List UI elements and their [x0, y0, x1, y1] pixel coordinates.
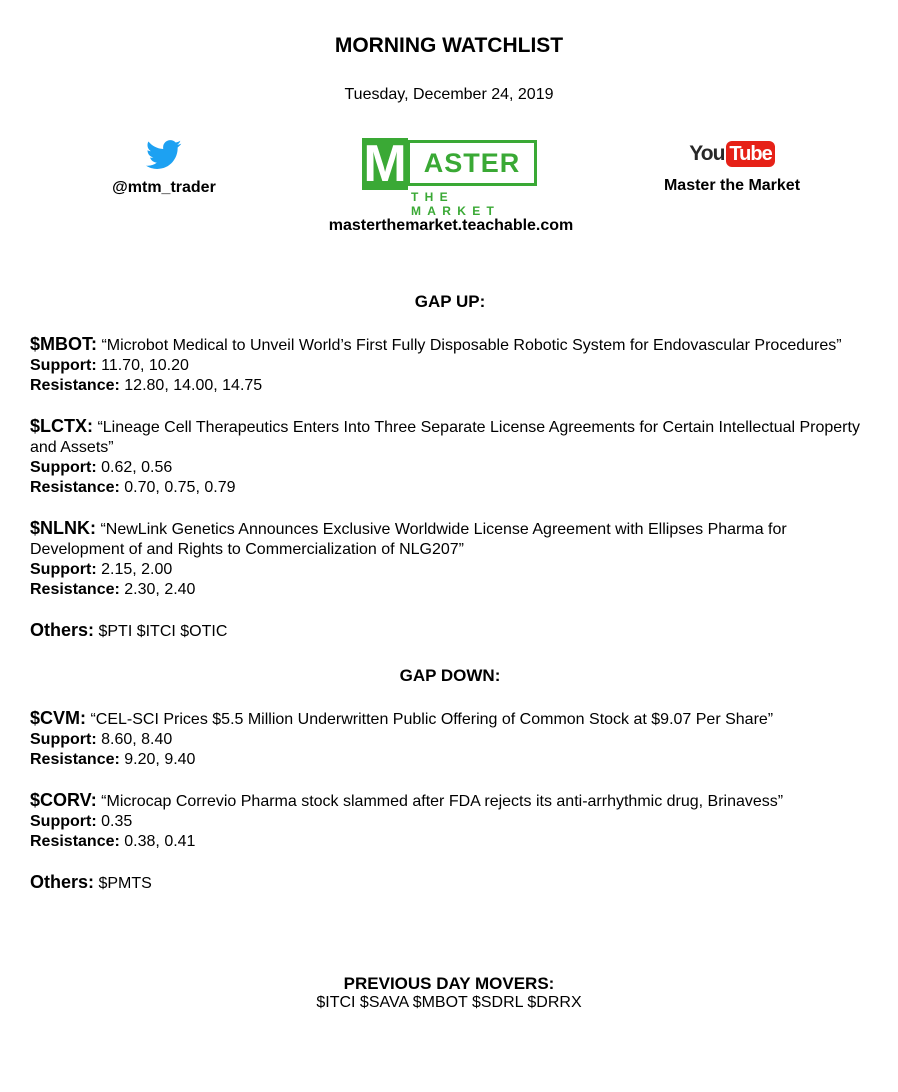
resistance-levels: 2.30, 2.40 — [124, 581, 196, 598]
ticker-symbol: $CORV: — [30, 790, 97, 810]
support-label: Support: — [30, 459, 97, 476]
support-levels: 2.15, 2.00 — [101, 561, 173, 578]
others-tickers: $PTI $ITCI $OTIC — [98, 623, 228, 640]
twitter-block — [84, 140, 244, 197]
others-label: Others: — [30, 620, 95, 640]
support-label: Support: — [30, 731, 97, 748]
news-headline: “CEL-SCI Prices $5.5 Million Underwritten Public Offering of Common Stock at $9.07 Per Share” — [90, 711, 774, 728]
logo-subtitle: THE MARKET — [411, 190, 501, 218]
resistance-label: Resistance: — [30, 377, 120, 394]
support-levels: 0.35 — [101, 813, 133, 830]
resistance-label: Resistance: — [30, 479, 120, 496]
gap-down-entry-corv — [30, 790, 870, 852]
support-levels: 11.70, 10.20 — [101, 357, 189, 374]
logo-main-text: ASTER — [407, 140, 537, 186]
support-label: Support: — [30, 357, 97, 374]
resistance-label: Resistance: — [30, 751, 120, 768]
gap-down-others — [30, 872, 870, 894]
watchlist-date: Tuesday, December 24, 2019 — [344, 86, 554, 103]
news-headline: “Microbot Medical to Unveil World’s First Fully Disposable Robotic System for Endovascular Procedures” — [101, 337, 842, 354]
support-label: Support: — [30, 813, 97, 830]
support-levels: 0.62, 0.56 — [101, 459, 173, 476]
gap-up-others — [30, 620, 870, 642]
youtube-channel-name: Master the Market — [663, 177, 801, 194]
page-title: MORNING WATCHLIST — [334, 34, 564, 57]
ticker-symbol: $NLNK: — [30, 518, 96, 538]
gap-up-heading: GAP UP: — [414, 292, 486, 311]
website-url: masterthemarket.teachable.com — [328, 217, 574, 234]
support-label: Support: — [30, 561, 97, 578]
gap-up-entry-lctx — [30, 416, 870, 498]
gap-down-heading: GAP DOWN: — [399, 666, 501, 685]
resistance-levels: 0.70, 0.75, 0.79 — [124, 479, 236, 496]
support-levels: 8.60, 8.40 — [101, 731, 173, 748]
previous-day-movers-heading: PREVIOUS DAY MOVERS: — [343, 974, 555, 993]
twitter-bird-icon — [146, 140, 182, 170]
resistance-levels: 9.20, 9.40 — [124, 751, 196, 768]
gap-up-entry-nlnk — [30, 518, 870, 600]
watchlist-content — [30, 292, 870, 918]
resistance-levels: 0.38, 0.41 — [124, 833, 196, 850]
youtube-logo-icon — [689, 140, 774, 168]
ticker-symbol: $MBOT: — [30, 334, 97, 354]
news-headline: “Microcap Correvio Pharma stock slammed after FDA rejects its anti-arrhythmic drug, Brinavess” — [101, 793, 784, 810]
youtube-block — [640, 140, 824, 195]
resistance-label: Resistance: — [30, 581, 120, 598]
master-the-market-logo — [361, 135, 541, 218]
ticker-symbol: $LCTX: — [30, 416, 93, 436]
resistance-label: Resistance: — [30, 833, 120, 850]
others-tickers: $PMTS — [98, 875, 152, 892]
youtube-you-text: You — [689, 142, 725, 165]
news-headline: “NewLink Genetics Announces Exclusive Worldwide License Agreement with Ellipses Pharma for Development of and Rights to Commercialization of NLG207” — [30, 521, 787, 558]
youtube-tube-text: Tube — [726, 141, 774, 167]
logo-letter: M — [363, 135, 407, 193]
resistance-levels: 12.80, 14.00, 14.75 — [124, 377, 263, 394]
ticker-symbol: $CVM: — [30, 708, 87, 728]
gap-down-entry-cvm — [30, 708, 870, 770]
gap-up-entry-mbot — [30, 334, 870, 396]
others-label: Others: — [30, 872, 95, 892]
master-the-market-logo-block — [318, 135, 584, 235]
previous-day-movers-list: $ITCI $SAVA $MBOT $SDRL $DRRX — [316, 994, 582, 1011]
news-headline: “Lineage Cell Therapeutics Enters Into Three Separate License Agreements for Certain Intellectual Property and Assets” — [30, 419, 860, 456]
twitter-handle: @mtm_trader — [112, 179, 216, 196]
